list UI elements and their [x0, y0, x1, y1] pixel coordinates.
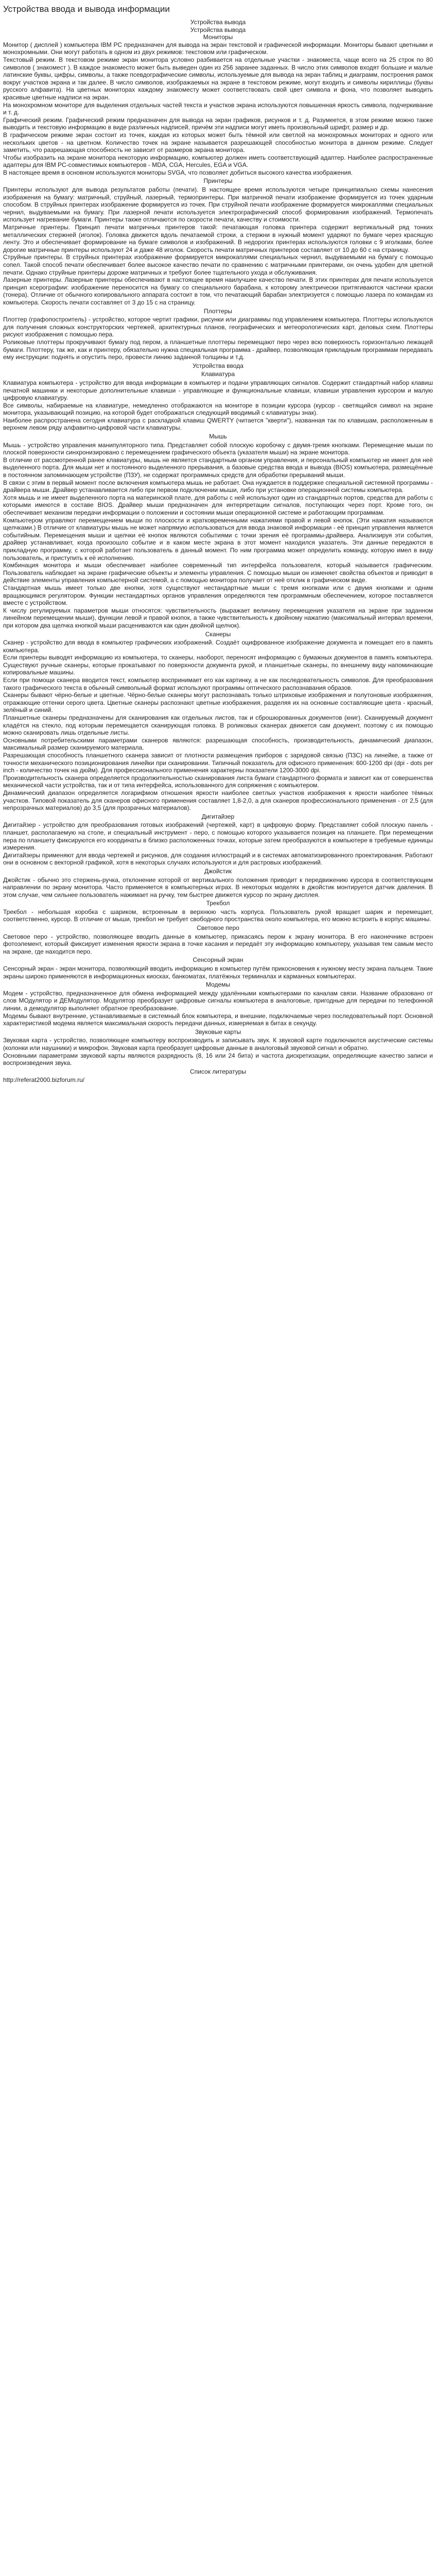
paragraph: Модем - устройство, предназначенное для обмена информацией между удалёнными компьютерами по каналам связи. Название образовано от слов МОдулятор и ДЕМодулятор. Модулятор преобразует цифровые сигналы компьютера в аналоговые, пригодные для передачи по телефонной линии, а демодулятор выполняет обратное преобразование.	[3, 989, 433, 1012]
paragraph: Матричные принтеры. Принцип печати матричных принтеров такой: печатающая головка принтера содержит вертикальный ряд тонких металлических стержней (иголок). Головка движется вдоль печатаемой строки, а стержни в нужный момент ударяют по бумаге через красящую ленту. Это и обеспечивает формирование на бумаге символов и изображений. В недорогих принтерах используются головки с 9 иголками, более дорогие матричные принтеры используют 24 и даже 48 иголок. Скорость печати матричных принтеров составляет от 10 до 60 с на страницу.	[3, 224, 433, 253]
paragraph: Световое перо - устройство, позволяющее вводить данные в компьютер, прикасаясь пером к экрану монитора. В его наконечнике встроен фотоэлемент, который фиксирует изменения яркости экрана в точке касания и передаёт эту информацию компьютеру, указывая тем самым место на экране, где находится перо.	[3, 933, 433, 955]
section-title: Дигитайзер	[201, 812, 235, 820]
document-body	[3, 41, 433, 1076]
paragraph: Плоттер (графопостроитель) - устройство, которое чертит графики, рисунки или диаграммы под управлением компьютера. Плоттеры используются для получения сложных конструкторских чертежей, архитектурных планов, географических и метеорологических карт, деловых схем. Плоттеры рисуют изображения с помощью пера.	[3, 316, 433, 338]
section-title: Мониторы	[203, 33, 233, 41]
paragraph: Звуковая карта - устройство, позволяющее компьютеру воспроизводить и записывать звук. К звуковой карте подключаются акустические системы (колонки или наушники) и микрофон. Звуковая карта преобразует цифровые данные в аналоговый звуковой сигнал и обратно.	[3, 1037, 433, 1052]
paragraph: К числу регулируемых параметров мыши относятся: чувствительность (выражает величину перемещения указателя на экране при заданном линейном перемещении мыши), функции левой и правой кнопок, а также чувствительность к двойному нажатию (максимальный интервал времени, при котором два щелчка кнопкой мыши расцениваются как один двойной щелчок).	[3, 606, 433, 629]
paragraph: Модемы бывают внутренние, устанавливаемые в системный блок компьютера, и внешние, подключаемые через последовательный порт. Основной характеристикой модема является максимальная скорость передачи данных, измеряемая в битах в секунду.	[3, 1012, 433, 1027]
paragraph: Принтеры используют для вывода результатов работы (печати). В настоящее время используются четыре принципиально схемы нанесения изображения на бумагу: матричный, струйный, лазерный, термопринтеры. При матричной печати изображение формируется из точек ударным способом. В струйных принтерах изображение формируется из точек. При струйной печати изображение формируется микрокаплями специальных чернил, выдуваемыми на бумагу. При лазерной печати используется электрографический способ формирования изображений. Термопечать использует нагревание бумаги. Принтеры также отличаются по скорости печати, качеству и стоимости.	[3, 186, 433, 224]
paragraph: Текстовый режим. В текстовом режиме экран монитора условно разбивается на отдельные участки - знакоместа, чаще всего на 25 строк по 80 символов ( знакомест ). В каждое знакоместо может быть выведен один из 256 заранее заданных. В число этих символов входят большие и малые латинские буквы, цифры, символы, а также псевдографические символы, используемые для вывода на экран таблиц и диаграмм, построения рамок вокруг участков экрана и так далее. В число символов, изображаемых на экране в текстовом режиме, могут входить и символы кириллицы (буквы русского алфавита). На цветных мониторах каждому знакоместу может соответствовать свой цвет символа и фона, что позволяет выводить красивые цветные надписи на экран.	[3, 56, 433, 101]
paragraph: Если при помощи сканера вводится текст, компьютер воспринимает его как картинку, а не как последовательность символов. Для преобразования такого графического текста в обычный символьный формат используют программы оптического распознавания образов.	[3, 676, 433, 691]
section-title: Устройства ввода	[193, 362, 243, 369]
paragraph: Основными потребительскими параметрами сканеров являются: разрешающая способность, производительность, динамический диапазон, максимальный размер сканируемого материала.	[3, 736, 433, 752]
section-title: Мышь	[209, 433, 227, 440]
paragraph: Лазерные принтеры. Лазерные принтеры обеспечивают в настоящее время наилучшее качество печати. В этих принтерах для печати используется принцип ксерографии: изображение переносится на бумагу со специального барабана, к которому электрически притягиваются частички краски (тонера). Отличие от обычного копировального аппарата состоит в том, что печатающий барабан электризуется с помощью лазера по командам из компьютера. Скорость печати составляет от 3 до 15 с на страницу.	[3, 276, 433, 306]
paragraph: Все символы, набираемые на клавиатуре, немедленно отображаются на мониторе в позиции курсора (курсор - светящийся символ на экране монитора, указывающий позицию, на которой будет отображаться следующий вводимый с клавиатуры знак).	[3, 401, 433, 417]
paragraph: Дигитайзеры применяют для ввода чертежей и рисунков, для создания иллюстраций и в системах автоматизированного проектирования. Работают они в основном с векторной графикой, хотя в некоторых случаях используются и для растровых изображений.	[3, 851, 433, 867]
section-title: Звуковые карты	[195, 1028, 241, 1036]
section-title: Световое перо	[197, 924, 239, 932]
section-title: Сканеры	[205, 630, 231, 638]
paragraph: Дигитайзер - устройство для преобразования готовых изображений (чертежей, карт) в цифровую форму. Представляет собой плоскую панель - планшет, располагаемую на столе, и специальный инструмент - перо, с помощью которого указывается позиция на планшете. При перемещении пера по планшету фиксируются его координаты в близко расположенных точках, которые затем преобразуются в компьютере в требуемые единицы измерения.	[3, 821, 433, 852]
section-title: Сенсорный экран	[193, 956, 243, 964]
paragraph: Мышь - устройство управления манипуляторного типа. Представляет собой плоскую коробочку с двумя-тремя кнопками. Перемещение мыши по плоской поверхности синхронизировано с перемещением графического объекта (указателя мыши) на экране монитора.	[3, 441, 433, 456]
paragraph: На монохромном мониторе для выделения отдельных частей текста и участков экрана используются повышенная яркость символа, подчеркивание и т. д.	[3, 101, 433, 116]
section-title: Модемы	[205, 981, 231, 989]
paragraph: Комбинация монитора и мыши обеспечивает наиболее современный тип интерфейса пользователя, который называется графическим. Пользователь наблюдает на экране графические объекты и элементы управления. С помощью мыши он изменяет свойства объектов и приводит в действие элементы управления компьютерной системой, а с помощью монитора получает от неё отклик в графическом виде.	[3, 562, 433, 584]
paragraph: Наиболее распространена сегодня клавиатура с раскладкой клавиш QWERTY (читается "кверти"), названная так по клавишам, расположенным в верхнем левом ряду алфавитно-цифровой части клавиатуры.	[3, 416, 433, 432]
paragraph: Планшетные сканеры предназначены для сканирования как отдельных листов, так и сброшюрованных документов (книг). Сканируемый документ кладётся на стекло, под которым перемещается сканирующая головка. В роликовых сканерах движется сам документ, поэтому с их помощью можно сканировать лишь отдельные листы.	[3, 714, 433, 737]
paragraph: Чтобы изобразить на экране монитора некоторую информацию, компьютер должен иметь соответствующий адаптер. Наиболее распространенные адаптеры для IBM PC-совместимых компьютеров - MDA, CGA, Hercules, EGA и VGA.	[3, 154, 433, 169]
source-link[interactable]: http://referat2000.bizforum.ru/	[3, 1076, 85, 1084]
paragraph: Разрешающая способность планшетного сканера зависит от плотности размещения приборов с зарядовой связью (ПЗС) на линейке, а также от точности механического позиционирования линейки при сканировании. Типичный показатель для офисного применения: 600-1200 dpi (dpi - dots per inch - количество точек на дюйм). Для профессионального применения характерны показатели 1200-3000 dpi.	[3, 752, 433, 774]
paragraph: Сканер - устройство для ввода в компьютер графических изображений. Создаёт оцифрованное изображение документа и помещает его в память компьютера.	[3, 639, 433, 654]
paragraph: В связи с этим в первый момент после включения компьютера мышь не работает. Она нуждается в поддержке специальной системной программы - драйвера мыши. Драйвер устанавливается либо при первом подключении мыши, либо при установке операционной системы компьютера.	[3, 479, 433, 494]
paragraph: Трекбол - небольшая коробка с шариком, встроенным в верхнюю часть корпуса. Пользователь рукой вращает шарик и перемещает, соответственно, курсор. В отличие от мыши, трекбол не требует свободного пространства около компьютера, его можно встроить в корпус машины.	[3, 908, 433, 923]
footer-link[interactable]	[3, 1076, 433, 1084]
section-title: Принтеры	[203, 177, 233, 185]
paragraph: В настоящее время в основном используются мониторы SVGA, что позволяет добиться высокого качества изображения.	[3, 168, 353, 176]
paragraph: Сканеры бывают чёрно-белые и цветные. Чёрно-белые сканеры могут распознавать только штриховые изображения и полутоновые изображения, отражающие оттенки серого цвета. Цветные сканеры распознают цветные изображения, разделяя их на основные составляющие цвета - красный, зелёный и синий.	[3, 691, 433, 714]
paragraph: Струйные принтеры. В струйных принтерах изображение формируется микрокаплями специальных чернил, выдуваемыми на бумагу с помощью сопел. Такой способ печати обеспечивает более высокое качество печати по сравнению с матричными принтерами, он очень удобен для цветной печати. Однако струйные принтеры дороже матричных и требуют более тщательного ухода и обслуживания.	[3, 253, 433, 276]
paragraph: Динамический диапазон определяется логарифмом отношения яркости наиболее светлых участков изображения к яркости наиболее тёмных участков. Типовой показатель для сканеров офисного применения составляет 1,8-2,0, а для сканеров профессионального применения - от 2,5 (для непрозрачных материалов) до 3,5 (для прозрачных материалов).	[3, 789, 433, 812]
subtitle: Устройства вывода	[190, 26, 246, 33]
paragraph: Клавиатура компьютера - устройство для ввода информации в компьютер и подачи управляющих сигналов. Содержит стандартный набор клавиш печатной машинки и некоторые дополнительные клавиши - управляющие и функциональные клавиши, клавиши управления курсором и малую цифровую клавиатуру.	[3, 379, 433, 402]
paragraph: Сенсорный экран - экран монитора, позволяющий вводить информацию в компьютер путём прикосновения к нужному месту экрана пальцем. Такие экраны широко применяются в информационных киосках, банкоматах, платёжных терминалах и карманных компьютерах.	[3, 965, 433, 980]
section-title: Список литературы	[190, 1067, 246, 1075]
section-title: Плоттеры	[203, 307, 232, 315]
paragraph: Хотя мышь и не имеет выделенного порта на материнской плате, для работы с ней используют один из стандартных портов, средства для работы с которыми имеются в составе BIOS. Драйвер мыши предназначен для интерпретации сигналов, поступающих через порт. Кроме того, он обеспечивает механизм передачи информации о положении и состоянии мыши операционной системе и работающим программам.	[3, 494, 433, 516]
paragraph: Если принтеры выводят информацию из компьютера, то сканеры, наоборот, переносят информацию с бумажных документов в память компьютера. Существуют ручные сканеры, которые прокатывают по поверхности документа рукой, и планшетные сканеры, по внешнему виду напоминающие копировальные машины.	[3, 654, 433, 676]
paragraph: Основными параметрами звуковой карты являются разрядность (8, 16 или 24 бита) и частота дискретизации, определяющие качество записи и воспроизведения звука.	[3, 1052, 433, 1067]
section-title: Клавиатура	[201, 370, 235, 378]
paragraph: Компьютером управляют перемещением мыши по плоскости и кратковременными нажатиями правой и левой кнопок. (Эти нажатия называются щелчками.) В отличие от клавиатуры мышь не может напрямую использоваться для ввода знаковой информации - её принцип управления является событийным. Перемещения мыши и щелчки её кнопок являются событиями с точки зрения её программы-драйвера. Анализируя эти события, драйвер устанавливает, когда произошло событие и в каком месте экрана в этот момент находился указатель. Эти данные передаются в прикладную программу, с которой работает пользователь в данный момент. По ним программа может определить команду, которую имел в виду пользователь, и приступить к её исполнению.	[3, 516, 433, 562]
paragraph: В графическом режиме экран состоит из точек, каждая из которых может быть тёмной или светлой на монохромных мониторах и одного или нескольких цветов - на цветном. Количество точек на экране называется разрешающей способностью монитора в данном режиме. Следует заметить, что разрешающая способность не зависит от размеров экрана монитора.	[3, 131, 433, 154]
section-title: Трекбол	[206, 900, 230, 907]
document-page	[0, 0, 436, 1094]
paragraph: Роликовые плоттеры прокручивают бумагу под пером, а планшетные плоттеры перемещают перо через всю поверхность горизонтально лежащей бумаги. Плоттеру, так же, как и принтеру, обязательно нужна специальная программа - драйвер, позволяющая прикладным программам передавать ему инструкции: поднять и опустить перо, провести линию заданной толщины и т.д.	[3, 338, 433, 361]
paragraph: В отличие от рассмотренной ранее клавиатуры, мышь не является стандартным органом управления, и персональный компьютер не имеет для неё выделенного порта. Для мыши нет и постоянного выделенного прерывания, а базовые средства ввода и вывода (BIOS) компьютера, размещённые в постоянном запоминающем устройстве (ПЗУ), не содержат программных средств для обработки прерываний мыши.	[3, 456, 433, 479]
paragraph: Графический режим. Графический режим предназначен для вывода на экран графиков, рисунков и т. д. Разумеется, в этом режиме можно также выводить и текстовую информацию в виде различных надписей, причём эти надписи могут иметь произвольный шрифт, размер и др.	[3, 116, 433, 131]
paragraph: Стандартная мышь имеет только две кнопки, хотя существуют нестандартные мыши с тремя кнопками или с двумя кнопками и одним вращающимся регулятором. Функции нестандартных органов управления определяются тем программным обеспечением, которое поставляется вместе с устройством.	[3, 584, 433, 607]
paragraph: Производительность сканера определяется продолжительностью сканирования листа бумаги стандартного формата и зависит как от совершенства механической части устройства, так и от типа интерфейса, использованного для сопряжения с компьютером.	[3, 774, 433, 789]
subtitle: Устройства вывода	[190, 19, 246, 26]
paragraph: Монитор ( дисплей ) компьютера IBM PC предназначен для вывода на экран текстовой и графической информации. Мониторы бывают цветными и монохромными. Они могут работать в одном из двух режимов: текстовом или графическом.	[3, 41, 433, 56]
paragraph: Джойстик - обычно это стержень-ручка, отклонение которой от вертикального положения приводит к передвижению курсора в соответствующем направлении по экрану монитора. Часто применяется в компьютерных играх. В некоторых моделях в джойстик монтируется датчик давления. В этом случае, чем сильнее пользователь нажимает на ручку, тем быстрее движется курсор по экрану дисплея.	[3, 876, 433, 899]
section-title: Джойстик	[204, 867, 232, 875]
document-title: Устройства ввода и вывода информации	[3, 4, 170, 14]
